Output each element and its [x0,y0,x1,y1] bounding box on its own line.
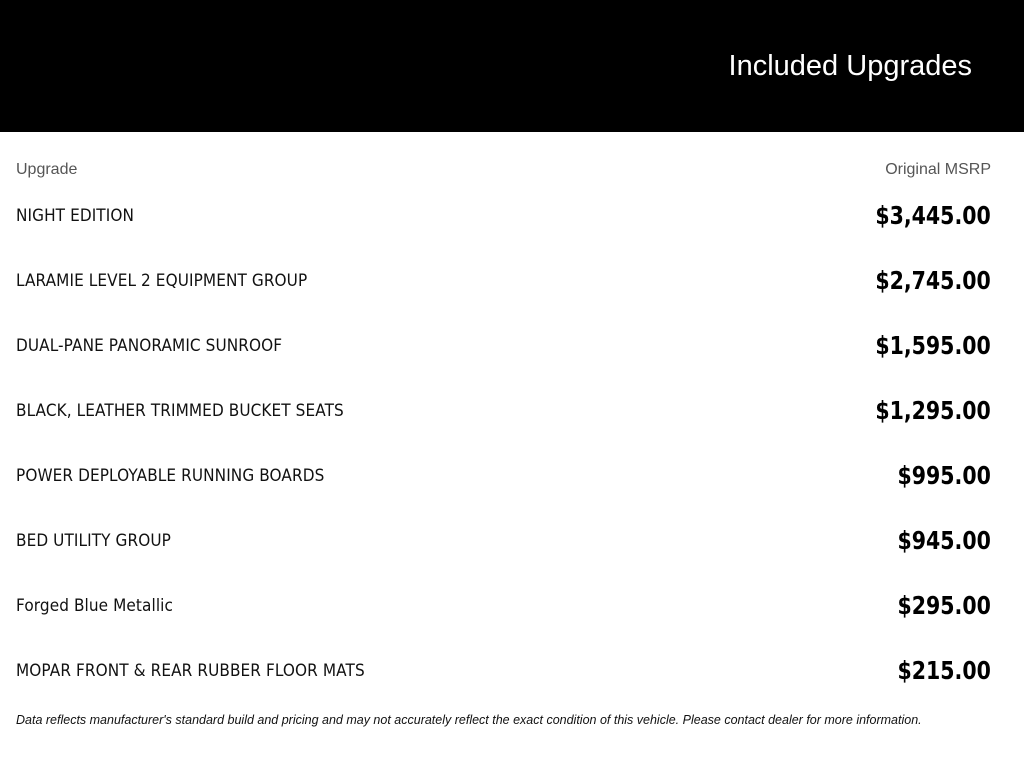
column-header-msrp: Original MSRP [885,161,991,178]
upgrade-price: $1,295.00 [875,396,991,425]
upgrade-price: $3,445.00 [875,201,991,230]
header-banner [0,0,1024,132]
upgrade-price: $295.00 [897,591,991,620]
table-row [16,508,991,573]
upgrade-name: BED UTILITY GROUP [16,530,171,551]
upgrade-name: MOPAR FRONT & REAR RUBBER FLOOR MATS [16,660,365,681]
page-title: Included Upgrades [728,50,972,82]
table-row [16,248,991,313]
upgrade-name: DUAL-PANE PANORAMIC SUNROOF [16,335,283,356]
upgrade-name: BLACK, LEATHER TRIMMED BUCKET SEATS [16,400,344,421]
table-row [16,183,991,248]
table-row [16,443,991,508]
upgrade-name: LARAMIE LEVEL 2 EQUIPMENT GROUP [16,270,308,291]
upgrade-price: $945.00 [897,526,991,555]
upgrade-name: NIGHT EDITION [16,205,135,226]
disclaimer-text: Data reflects manufacturer's standard build and pricing and may not accurately reflect the exact condition of this vehicle. Please contact dealer for more information. [16,713,922,727]
upgrade-price: $2,745.00 [875,266,991,295]
upgrade-price: $1,595.00 [875,331,991,360]
upgrade-name: POWER DEPLOYABLE RUNNING BOARDS [16,465,325,486]
upgrade-rows [16,183,991,703]
table-row [16,313,991,378]
upgrade-price: $995.00 [897,461,991,490]
column-header-upgrade: Upgrade [16,161,78,178]
table-row [16,638,991,703]
table-row [16,378,991,443]
upgrade-name: Forged Blue Metallic [16,595,174,616]
table-row [16,573,991,638]
upgrades-table [16,158,991,703]
column-headers [16,158,991,182]
upgrade-price: $215.00 [897,656,991,685]
